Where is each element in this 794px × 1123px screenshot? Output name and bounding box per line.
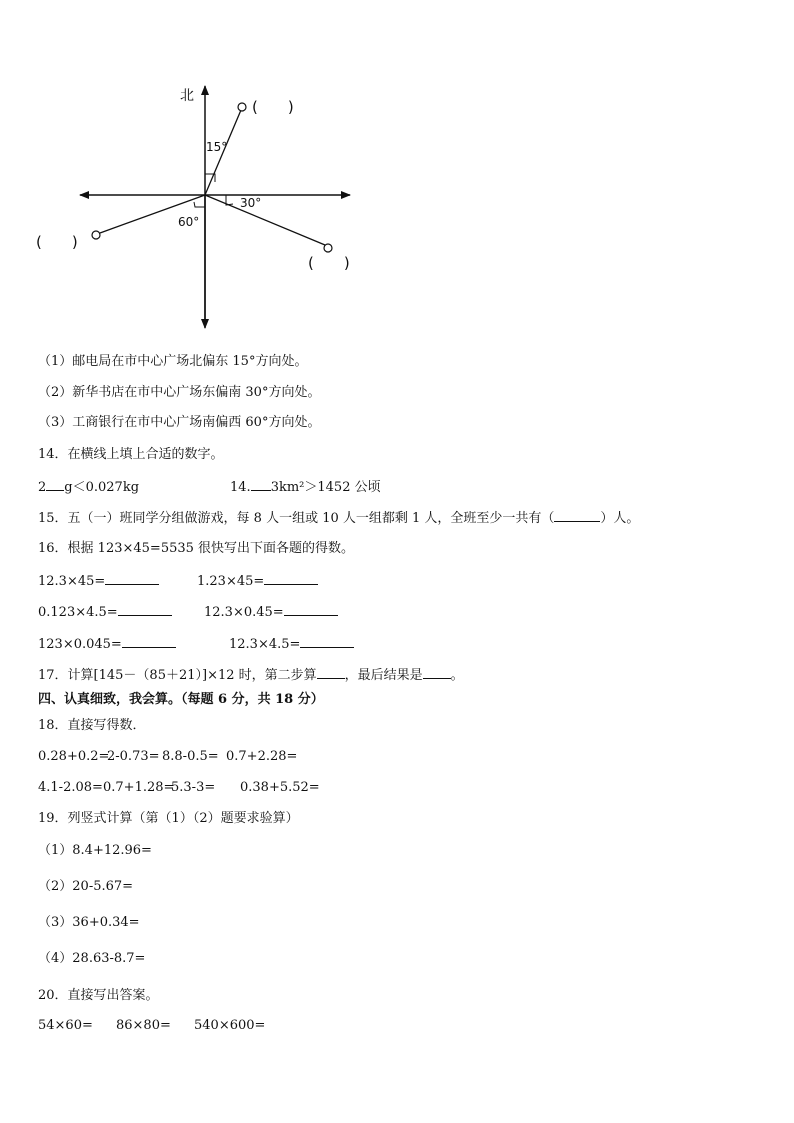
q20-item-3: 540×600= [194, 1018, 266, 1033]
q16-expr-3: 0.123×4.5= [38, 605, 118, 620]
q17-blank-1[interactable] [317, 665, 345, 679]
q18-r2-c4: 0.38+5.52= [240, 780, 320, 795]
q17-part-b: ，最后结果是 [344, 668, 423, 683]
q18-r2-c3: 5.3-3= [171, 780, 216, 795]
bank-point [92, 231, 100, 239]
q14-b-suffix: 3km²＞1452 公顷 [270, 480, 381, 495]
q15-suffix: ）人。 [600, 511, 640, 526]
angle-label-15: 15° [206, 140, 228, 154]
q14-b-blank[interactable] [251, 477, 271, 491]
q16-blank-2[interactable] [264, 571, 318, 585]
direction-diagram [30, 78, 370, 336]
q16-item-4 [204, 602, 338, 622]
q15-text [38, 508, 639, 528]
q17-part-c: 。 [450, 668, 464, 683]
q16-item-5 [38, 634, 176, 654]
q14-a-suffix: g＜0.027kg [64, 480, 140, 495]
post-office-point [238, 103, 246, 111]
q18-r2-c2: 0.7+1.28= [103, 780, 175, 795]
q16-expr-6: 12.3×4.5= [229, 637, 301, 652]
q15-prefix: 15．五（一）班同学分组做游戏，每 8 人一组或 10 人一组都剩 1 人，全班至少一共有（ [38, 511, 555, 526]
q16-blank-6[interactable] [300, 634, 354, 648]
q14-b-prefix: 14. [230, 480, 251, 495]
q19-item-2: （2）20-5.67= [38, 879, 134, 894]
q18-r1-c1: 0.28+0.2= [38, 749, 110, 764]
q16-title: 16．根据 123×45=5535 很快写出下面各题的得数。 [38, 541, 355, 556]
q16-blank-1[interactable] [105, 571, 159, 585]
q16-blank-3[interactable] [118, 602, 172, 616]
q14-a-blank[interactable] [46, 477, 64, 491]
q18-title: 18．直接写得数． [38, 718, 146, 733]
post-office-answer: ( ) [252, 98, 294, 116]
angle-mark-60 [194, 202, 205, 207]
q17-text [38, 665, 464, 685]
q14-title: 14．在横线上填上合适的数字。 [38, 447, 224, 462]
bank-answer: ( ) [36, 233, 78, 251]
q19-item-3: （3）36+0.34= [38, 915, 140, 930]
q13-item-1: （1）邮电局在市中心广场北偏东 15°方向处。 [38, 354, 308, 369]
q14-a-prefix: 2 [38, 480, 47, 495]
bookstore-answer: ( ) [308, 254, 350, 272]
q17-part-a: 17．计算[145－（85＋21）]×12 时，第二步算 [38, 668, 317, 683]
bookstore-ray [205, 195, 325, 245]
q16-item-3 [38, 602, 172, 622]
q13-item-2: （2）新华书店在市中心广场东偏南 30°方向处。 [38, 385, 321, 400]
q13-item-3: （3）工商银行在市中心广场南偏西 60°方向处。 [38, 415, 321, 430]
q16-blank-5[interactable] [122, 634, 176, 648]
q19-item-1: （1）8.4+12.96= [38, 843, 152, 858]
q16-expr-1: 12.3×45= [38, 574, 106, 589]
section-4-heading: 四、认真细致，我会算。（每题 6 分，共 18 分） [38, 692, 324, 707]
q14-part-b [230, 477, 381, 497]
q20-title: 20．直接写出答案。 [38, 988, 159, 1003]
bookstore-point [324, 244, 332, 252]
q16-item-2 [197, 571, 318, 591]
q16-expr-4: 12.3×0.45= [204, 605, 284, 620]
q20-item-1: 54×60= [38, 1018, 93, 1033]
north-label: 北 [180, 88, 194, 104]
q20-item-2: 86×80= [116, 1018, 171, 1033]
q16-item-6 [229, 634, 354, 654]
q16-item-1 [38, 571, 159, 591]
q18-r1-c4: 0.7+2.28= [226, 749, 298, 764]
q15-blank[interactable] [554, 508, 600, 522]
q18-r1-c3: 8.8-0.5= [162, 749, 219, 764]
q19-item-4: （4）28.63-8.7= [38, 951, 146, 966]
q17-blank-2[interactable] [423, 665, 451, 679]
angle-label-60: 60° [178, 215, 200, 229]
q16-blank-4[interactable] [284, 602, 338, 616]
q18-r2-c1: 4.1-2.08= [38, 780, 103, 795]
q14-part-a [38, 477, 139, 497]
q18-r1-c2: 2-0.73= [107, 749, 160, 764]
q16-expr-2: 1.23×45= [197, 574, 265, 589]
q16-expr-5: 123×0.045= [38, 637, 122, 652]
angle-label-30: 30° [240, 196, 262, 210]
q19-title: 19．列竖式计算（第（1）（2）题要求验算） [38, 811, 299, 826]
